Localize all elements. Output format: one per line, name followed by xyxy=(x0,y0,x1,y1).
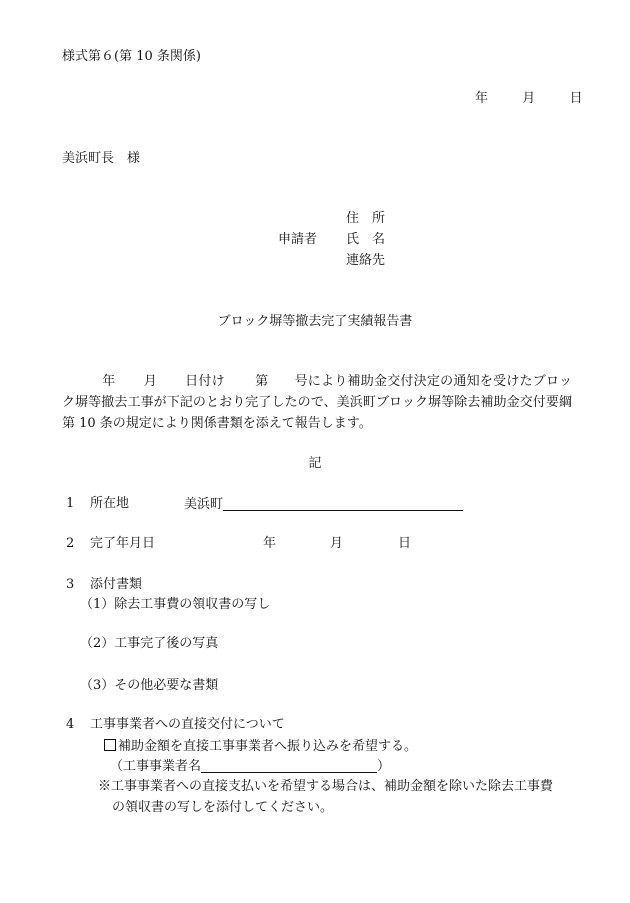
body-paragraph xyxy=(62,371,572,434)
location-blank xyxy=(223,497,463,511)
item4-checkbox-row xyxy=(104,739,417,753)
item2-year: 年 xyxy=(263,536,277,551)
direct-payment-checkbox[interactable] xyxy=(104,739,116,751)
item1-label: 所在地 xyxy=(90,496,130,511)
ki-heading: 記 xyxy=(308,456,322,471)
address-label: 住 所 xyxy=(346,211,386,226)
location-prefix: 美浜町 xyxy=(184,497,224,512)
item2-month: 月 xyxy=(330,536,344,551)
item1-number: 1 xyxy=(66,496,75,511)
addressee: 美浜町長 様 xyxy=(62,151,141,166)
item3-number: 3 xyxy=(66,577,75,592)
contact-label: 連絡先 xyxy=(346,253,386,268)
item4-note-line1: ※工事事業者への直接支払いを希望する場合は、補助金額を除いた除去工事費 xyxy=(98,779,554,794)
item3-sub3: （3）その他必要な書類 xyxy=(80,678,219,693)
item3-sub1: （1）除去工事費の領収書の写し xyxy=(80,597,271,612)
item2-number: 2 xyxy=(66,536,75,551)
date-year: 年 xyxy=(475,91,489,106)
body-number-prefix: 第 xyxy=(254,374,269,389)
item1-value xyxy=(184,497,463,511)
item2-day: 日 xyxy=(398,536,412,551)
body-dated: 日付け xyxy=(184,374,225,389)
date-line xyxy=(475,92,583,105)
item4-number: 4 xyxy=(66,717,75,732)
contractor-close: ） xyxy=(377,759,391,774)
contractor-open: （工事事業者名 xyxy=(110,759,202,774)
item3-label: 添付書類 xyxy=(90,577,143,592)
applicant-label: 申請者 xyxy=(278,232,318,247)
item4-label: 工事事業者への直接交付について xyxy=(90,717,285,732)
form-number: 様式第６(第 10 条関係) xyxy=(62,49,201,64)
item4-checkbox-text: 補助金額を直接工事事業者へ振り込みを希望する。 xyxy=(118,739,418,754)
contractor-name-row xyxy=(110,759,390,773)
contractor-name-blank[interactable] xyxy=(201,759,377,773)
item4-note-line2: の領収書の写しを添付してください。 xyxy=(112,800,334,815)
item2-label: 完了年月日 xyxy=(90,536,156,551)
body-month: 月 xyxy=(143,374,157,389)
name-label: 氏 名 xyxy=(346,232,386,247)
item3-sub2: （2）工事完了後の写真 xyxy=(80,636,219,651)
document-title: ブロック塀等撤去完了実績報告書 xyxy=(217,314,413,329)
date-month: 月 xyxy=(522,91,536,106)
date-day: 日 xyxy=(569,91,583,106)
body-text: 号により補助金交付決定の通知を受けたブロック塀等撤去工事が下記のとおり完了したので、美浜町ブロック塀等除去補助金交付要綱第 10 条の規定により関係書類を添えて報告します。 xyxy=(62,374,572,431)
body-year: 年 xyxy=(102,374,116,389)
